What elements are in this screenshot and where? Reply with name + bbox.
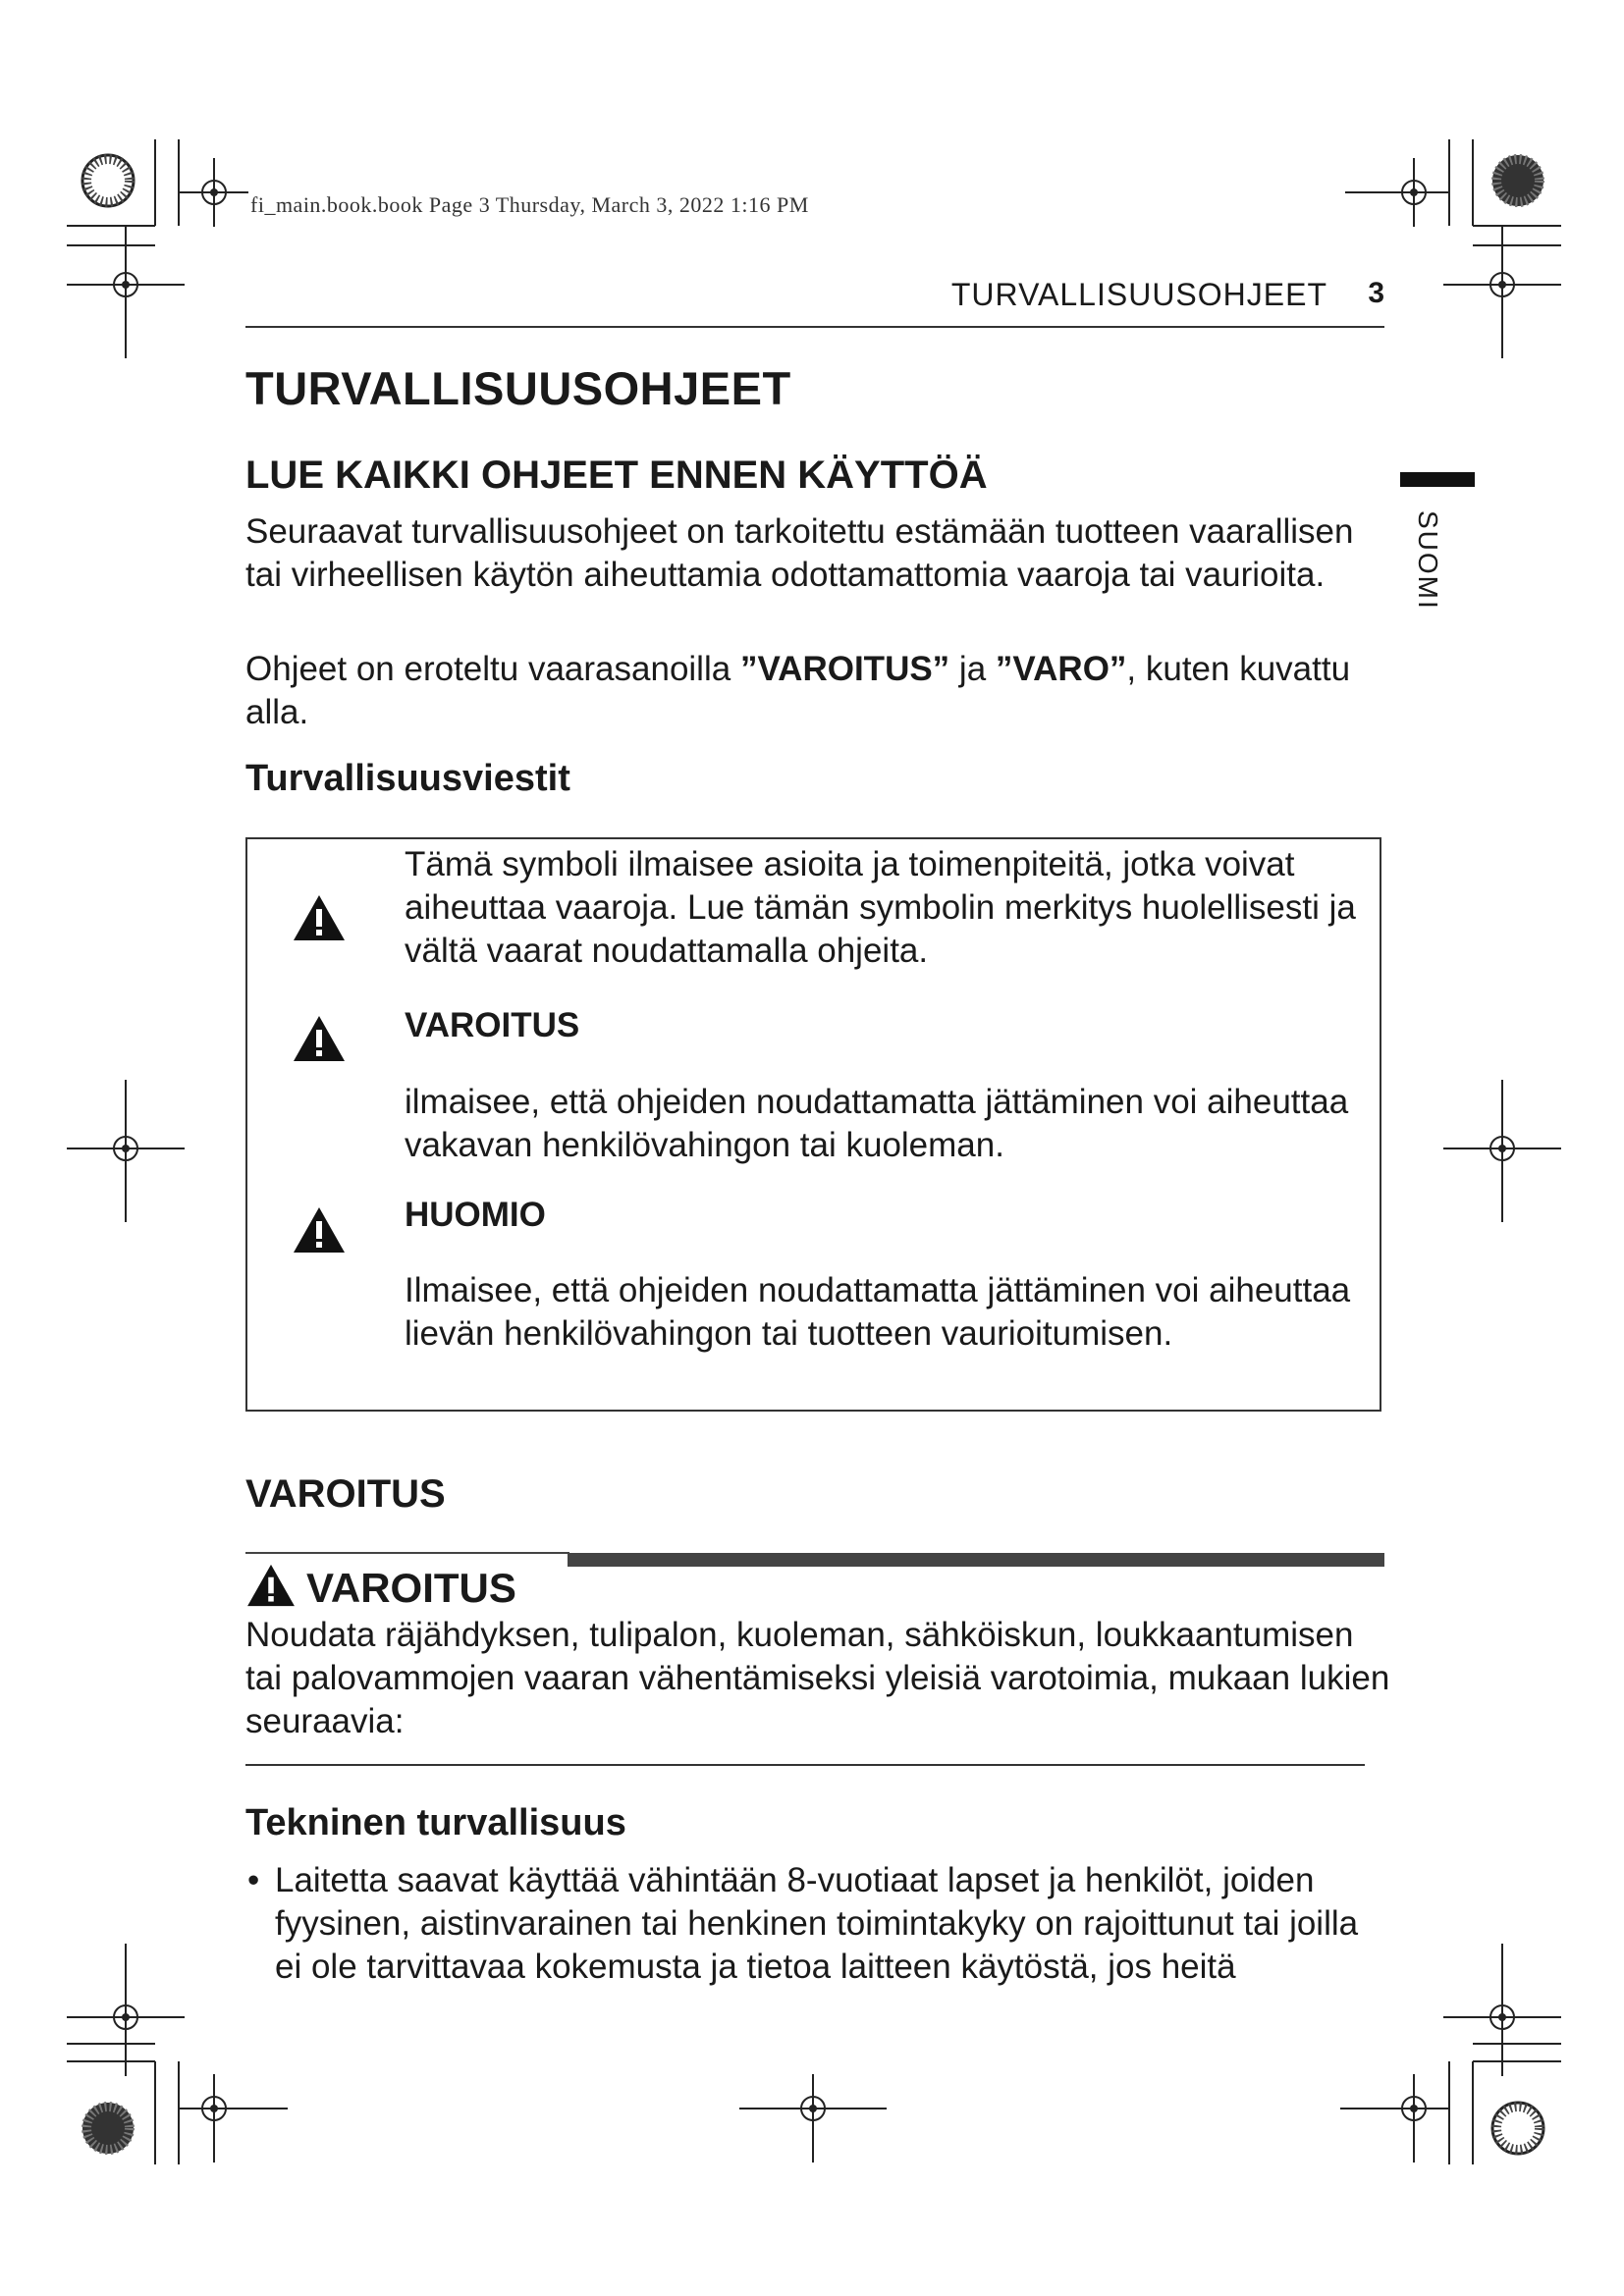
symbol-description: Tämä symboli ilmaisee asioita ja toimenpiteitä, jotka voivat aiheuttaa vaaroja. Lue tämän symbolin merkitys huolellisesti ja vältä vaarat noudattamalla ohjeita. <box>405 845 1356 970</box>
section-heading-read-instructions: LUE KAIKKI OHJEET ENNEN KÄYTTÖÄ <box>245 454 988 497</box>
technical-safety-heading: Tekninen turvallisuus <box>245 1802 626 1843</box>
warning-label: VAROITUS <box>405 1006 580 1044</box>
signal-words-paragraph <box>245 648 1394 734</box>
intro-paragraph: Seuraavat turvallisuusohjeet on tarkoitettu estämään tuotteen vaarallisen tai virheellisen käytön aiheuttamia odottamattomia vaaroja tai vaurioita. <box>245 512 1354 594</box>
warning-banner-label: VAROITUS <box>306 1565 516 1611</box>
technical-safety-list <box>245 1859 1394 1989</box>
warning-triangle-icon <box>245 1563 297 1608</box>
page-title: TURVALLISUUSOHJEET <box>245 362 791 414</box>
language-tab-bar <box>1400 472 1475 487</box>
warning-triangle-icon <box>292 1014 347 1063</box>
list-item-text: Laitetta saavat käyttää vähintään 8-vuotiaat lapset ja henkilöt, joiden fyysinen, aistinvarainen tai henkinen toimintakyky on rajoittunut tai joilla ei ole tarvittavaa kokemusta ja tietoa laitteen käytöstä, jos heitä <box>275 1861 1359 1986</box>
signal-word-caution: ”VARO” <box>995 650 1127 688</box>
safety-messages-box <box>245 837 1381 1412</box>
warning-description: ilmaisee, että ohjeiden noudattamatta jättäminen voi aiheuttaa vakavan henkilövahingon tai kuoleman. <box>405 1083 1349 1164</box>
warning-section-heading: VAROITUS <box>245 1472 446 1516</box>
language-tab: SUOMI <box>1413 510 1443 611</box>
list-item <box>245 1859 1394 1989</box>
running-header <box>245 277 1384 328</box>
caution-description: Ilmaisee, että ohjeiden noudattamatta jättäminen voi aiheuttaa lievän henkilövahingon tai tuotteen vaurioitumisen. <box>405 1271 1351 1353</box>
caution-triangle-icon <box>292 1205 347 1255</box>
caution-label: HUOMIO <box>405 1196 546 1234</box>
para-text: Ohjeet on eroteltu vaarasanoilla <box>245 650 740 688</box>
warning-banner-rule <box>245 1552 569 1554</box>
para-text: ja <box>949 650 996 688</box>
para-text: , kuten kuvattu alla. <box>245 650 1351 731</box>
warning-triangle-icon <box>292 893 347 942</box>
warning-banner-bar <box>568 1553 1384 1567</box>
running-header-title: TURVALLISUUSOHJEET <box>950 277 1327 312</box>
page-number: 3 <box>1368 277 1384 309</box>
signal-word-warning: ”VAROITUS” <box>739 650 950 688</box>
print-slug: fi_main.book.book Page 3 Thursday, March 3, 2022 1:16 PM <box>250 192 809 217</box>
safety-messages-heading: Turvallisuusviestit <box>245 758 570 799</box>
warning-paragraph: Noudata räjähdyksen, tulipalon, kuoleman, sähköiskun, loukkaantumisen tai palovammojen vaaran vähentämiseksi yleisiä varotoimia, mukaan lukien seuraavia: <box>245 1616 1390 1740</box>
bullet-dot: • <box>247 1861 260 1899</box>
warning-banner <box>245 1563 516 1612</box>
section-divider <box>245 1764 1365 1766</box>
